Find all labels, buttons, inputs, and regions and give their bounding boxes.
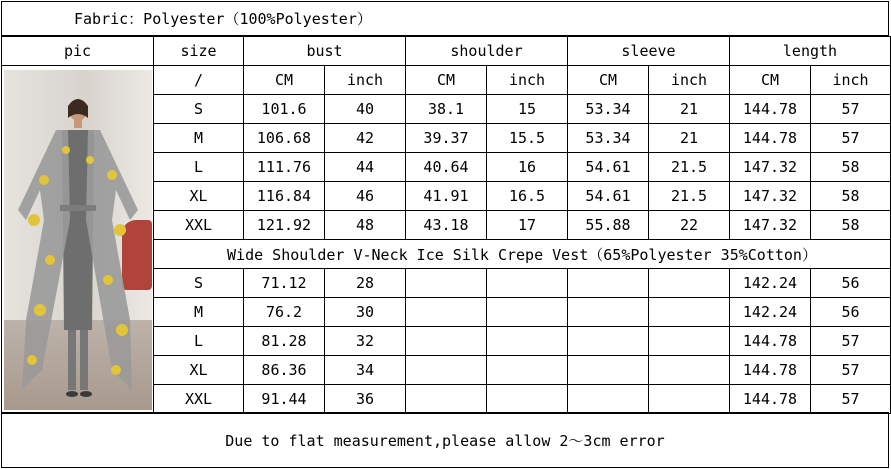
- sleeve-cm-cell: 54.61: [568, 182, 649, 211]
- length-cm-cell: 142.24: [730, 298, 811, 327]
- col-pic: pic: [2, 37, 154, 66]
- product-photo: [2, 66, 154, 414]
- empty-cell: [649, 356, 730, 385]
- sleeve-cm-cell: 53.34: [568, 95, 649, 124]
- bust-cm-cell: 106.68: [244, 124, 325, 153]
- empty-cell: [406, 356, 487, 385]
- shoulder-inch-cell: 15.5: [487, 124, 568, 153]
- model-figure-icon: [4, 70, 152, 410]
- shoulder-inch-cell: 17: [487, 211, 568, 240]
- shoulder-inch-cell: 15: [487, 95, 568, 124]
- size-cell: L: [154, 153, 244, 182]
- size-cell: L: [154, 327, 244, 356]
- sleeve-cm-cell: 54.61: [568, 153, 649, 182]
- shoulder-cm-cell: 38.1: [406, 95, 487, 124]
- unit-bust-cm: CM: [244, 66, 325, 95]
- shoulder-inch-cell: 16.5: [487, 182, 568, 211]
- length-cm-cell: 147.32: [730, 211, 811, 240]
- length-inch-cell: 56: [811, 298, 891, 327]
- length-inch-cell: 56: [811, 269, 891, 298]
- length-cm-cell: 144.78: [730, 356, 811, 385]
- sleeve-cm-cell: 55.88: [568, 211, 649, 240]
- size-cell: XL: [154, 356, 244, 385]
- bust-inch-cell: 44: [325, 153, 406, 182]
- sleeve-inch-cell: 21.5: [649, 153, 730, 182]
- fabric-label: Fabric：Polyester（100%Polyester）: [74, 10, 372, 28]
- length-inch-cell: 58: [811, 182, 891, 211]
- bust-inch-cell: 36: [325, 385, 406, 414]
- empty-cell: [649, 385, 730, 414]
- bust-cm-cell: 81.28: [244, 327, 325, 356]
- length-cm-cell: 144.78: [730, 95, 811, 124]
- empty-cell: [649, 298, 730, 327]
- shoulder-cm-cell: 40.64: [406, 153, 487, 182]
- vest-title: Wide Shoulder V-Neck Ice Silk Crepe Vest（65%Polyester 35%Cotton）: [154, 240, 891, 269]
- col-length: length: [730, 37, 891, 66]
- bust-inch-cell: 34: [325, 356, 406, 385]
- sleeve-inch-cell: 21.5: [649, 182, 730, 211]
- bust-cm-cell: 101.6: [244, 95, 325, 124]
- fabric-header: [1, 1, 889, 36]
- empty-cell: [487, 269, 568, 298]
- bust-inch-cell: 40: [325, 95, 406, 124]
- bust-cm-cell: 76.2: [244, 298, 325, 327]
- unit-row: [2, 66, 891, 95]
- sleeve-inch-cell: 21: [649, 95, 730, 124]
- bust-cm-cell: 121.92: [244, 211, 325, 240]
- size-cell: XXL: [154, 385, 244, 414]
- size-cell: S: [154, 95, 244, 124]
- empty-cell: [406, 298, 487, 327]
- empty-cell: [487, 385, 568, 414]
- length-cm-cell: 147.32: [730, 182, 811, 211]
- length-inch-cell: 57: [811, 356, 891, 385]
- bust-cm-cell: 86.36: [244, 356, 325, 385]
- unit-size: /: [154, 66, 244, 95]
- measurement-note: [1, 412, 889, 468]
- empty-cell: [406, 385, 487, 414]
- col-bust: bust: [244, 37, 406, 66]
- bust-cm-cell: 111.76: [244, 153, 325, 182]
- size-cell: M: [154, 298, 244, 327]
- empty-cell: [649, 269, 730, 298]
- shoulder-cm-cell: 39.37: [406, 124, 487, 153]
- length-cm-cell: 142.24: [730, 269, 811, 298]
- length-cm-cell: 144.78: [730, 327, 811, 356]
- empty-cell: [406, 269, 487, 298]
- bust-cm-cell: 116.84: [244, 182, 325, 211]
- unit-shoulder-cm: CM: [406, 66, 487, 95]
- length-inch-cell: 57: [811, 124, 891, 153]
- empty-cell: [487, 356, 568, 385]
- size-cell: S: [154, 269, 244, 298]
- length-inch-cell: 57: [811, 327, 891, 356]
- column-header-row: [2, 37, 891, 66]
- size-cell: XL: [154, 182, 244, 211]
- col-sleeve: sleeve: [568, 37, 730, 66]
- shoulder-inch-cell: 16: [487, 153, 568, 182]
- size-table: [1, 36, 891, 414]
- sleeve-cm-cell: 53.34: [568, 124, 649, 153]
- unit-length-cm: CM: [730, 66, 811, 95]
- bust-inch-cell: 48: [325, 211, 406, 240]
- length-inch-cell: 58: [811, 153, 891, 182]
- bust-inch-cell: 32: [325, 327, 406, 356]
- model-image: [4, 70, 152, 410]
- bust-inch-cell: 30: [325, 298, 406, 327]
- sleeve-inch-cell: 21: [649, 124, 730, 153]
- unit-length-inch: inch: [811, 66, 891, 95]
- col-shoulder: shoulder: [406, 37, 568, 66]
- empty-cell: [568, 269, 649, 298]
- unit-sleeve-inch: inch: [649, 66, 730, 95]
- length-cm-cell: 144.78: [730, 124, 811, 153]
- bust-inch-cell: 28: [325, 269, 406, 298]
- size-cell: XXL: [154, 211, 244, 240]
- length-cm-cell: 147.32: [730, 153, 811, 182]
- shoulder-cm-cell: 43.18: [406, 211, 487, 240]
- length-inch-cell: 57: [811, 95, 891, 124]
- unit-shoulder-inch: inch: [487, 66, 568, 95]
- unit-bust-inch: inch: [325, 66, 406, 95]
- empty-cell: [406, 327, 487, 356]
- empty-cell: [568, 356, 649, 385]
- sleeve-inch-cell: 22: [649, 211, 730, 240]
- empty-cell: [568, 298, 649, 327]
- empty-cell: [487, 327, 568, 356]
- bust-inch-cell: 42: [325, 124, 406, 153]
- empty-cell: [568, 327, 649, 356]
- unit-sleeve-cm: CM: [568, 66, 649, 95]
- col-size: size: [154, 37, 244, 66]
- empty-cell: [649, 327, 730, 356]
- empty-cell: [568, 385, 649, 414]
- length-inch-cell: 58: [811, 211, 891, 240]
- size-cell: M: [154, 124, 244, 153]
- note-text: Due to flat measurement,please allow 2～3cm error: [225, 431, 665, 450]
- bust-inch-cell: 46: [325, 182, 406, 211]
- shoulder-cm-cell: 41.91: [406, 182, 487, 211]
- bust-cm-cell: 91.44: [244, 385, 325, 414]
- empty-cell: [487, 298, 568, 327]
- length-inch-cell: 57: [811, 385, 891, 414]
- length-cm-cell: 144.78: [730, 385, 811, 414]
- bust-cm-cell: 71.12: [244, 269, 325, 298]
